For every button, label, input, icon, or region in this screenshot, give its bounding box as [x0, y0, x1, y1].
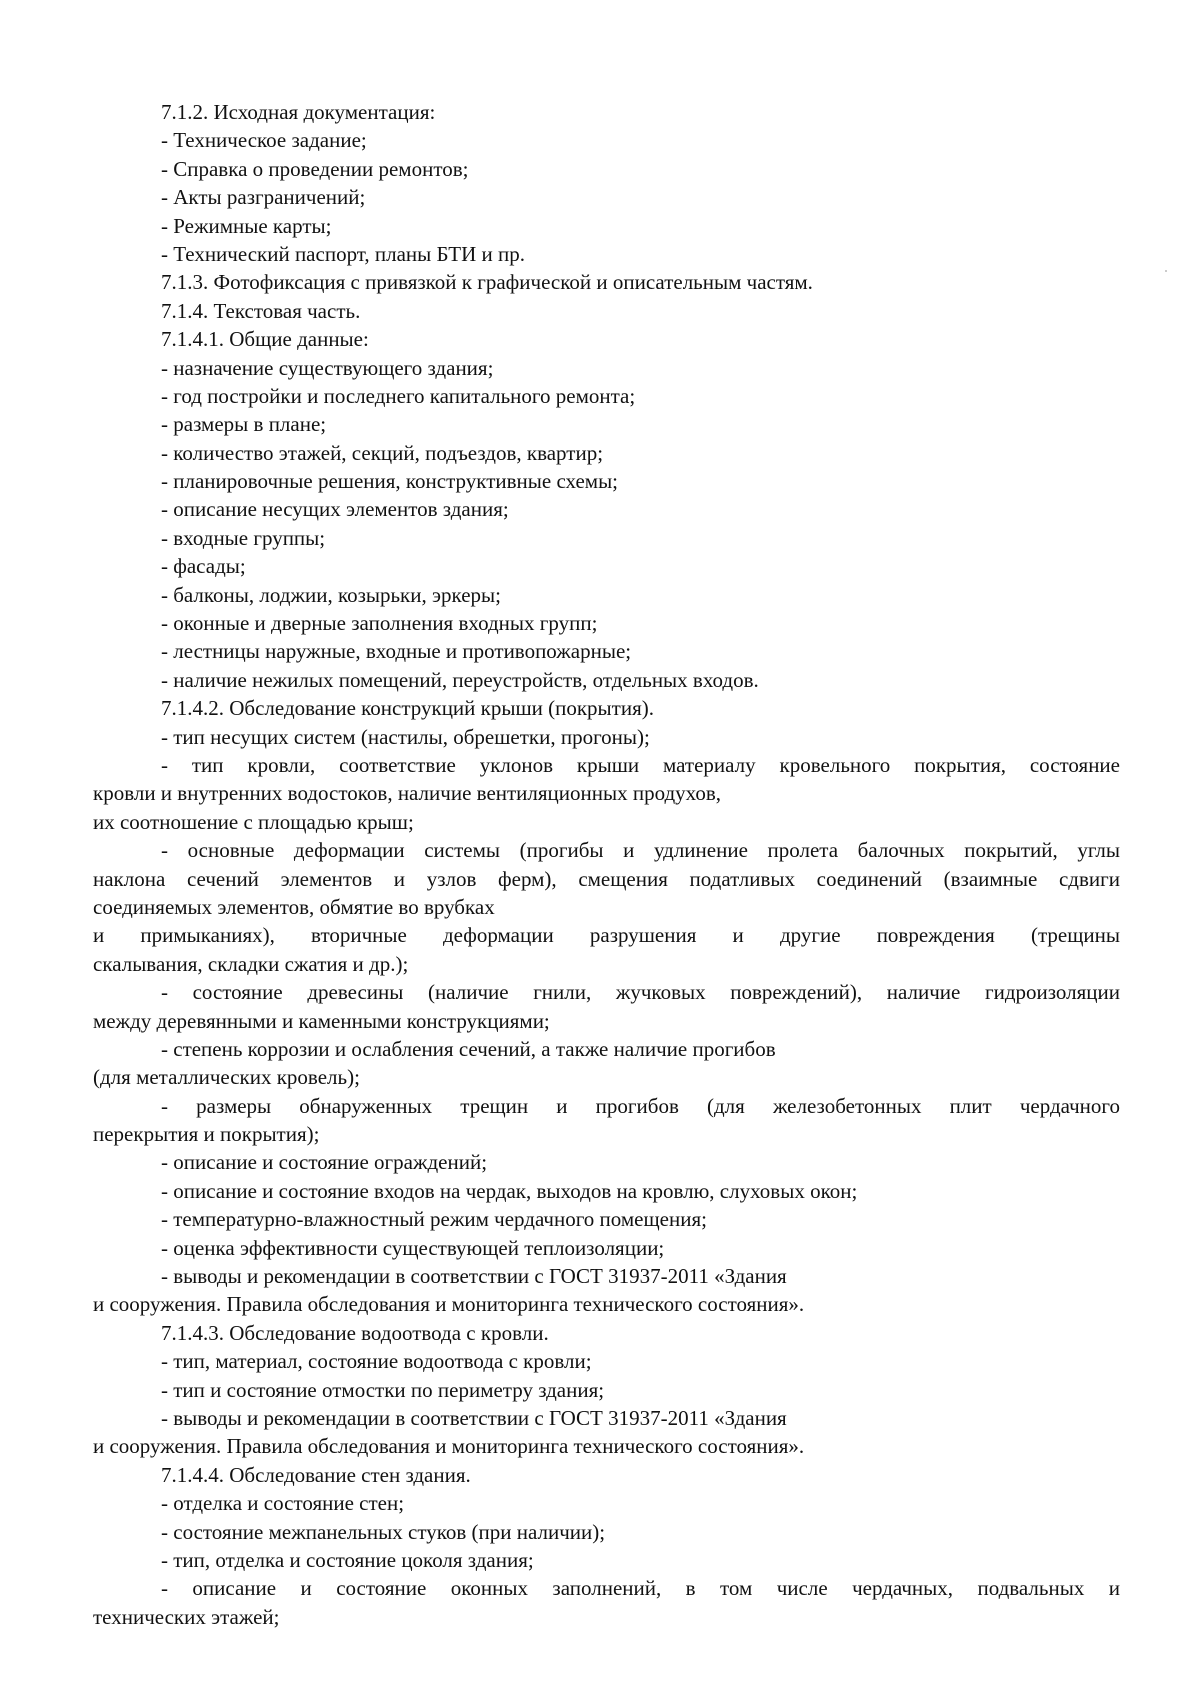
list-item: - количество этажей, секций, подъездов, квартир;: [161, 440, 604, 465]
paragraph-line: их соотношение с площадью крыш;: [93, 809, 414, 834]
list-item: - описание и состояние входов на чердак, выходов на кровлю, слуховых окон;: [161, 1178, 858, 1203]
list-item: - Режимные карты;: [161, 213, 332, 238]
list-item: - отделка и состояние стен;: [161, 1491, 405, 1516]
list-item: - планировочные решения, конструктивные схемы;: [161, 469, 619, 494]
list-item: - назначение существующего здания;: [161, 355, 494, 380]
paragraph-line: между деревянными и каменными конструкциями;: [93, 1008, 550, 1033]
list-item: - балконы, лоджии, козырьки, эркеры;: [161, 582, 501, 607]
list-item: - температурно-влажностный режим чердачного помещения;: [161, 1207, 707, 1232]
paragraph-line: - тип кровли, соответствие уклонов крыши материалу кровельного покрытия, состояние: [161, 752, 1120, 777]
list-item: - Акты разграничений;: [161, 185, 366, 210]
paragraph-line: перекрытия и покрытия);: [93, 1122, 320, 1147]
paragraph-line: и сооружения. Правила обследования и мониторинга технического состояния».: [93, 1434, 805, 1459]
section-heading: 7.1.4.3. Обследование водоотвода с кровли.: [161, 1320, 549, 1345]
paragraph-line: - основные деформации системы (прогибы и удлинение пролета балочных покрытий, углы: [161, 838, 1120, 863]
paragraph-line: - описание и состояние оконных заполнений, в том числе чердачных, подвальных и: [161, 1576, 1120, 1601]
list-item: - выводы и рекомендации в соответствии с ГОСТ 31937-2011 «Здания: [161, 1264, 787, 1289]
section-heading: 7.1.4.1. Общие данные:: [161, 327, 369, 352]
list-item: - описание несущих элементов здания;: [161, 497, 509, 522]
paragraph-line: наклона сечений элементов и узлов ферм), смещения податливых соединений (взаимные сдвиги: [93, 866, 1120, 891]
list-item: - размеры в плане;: [161, 412, 327, 437]
list-item: - тип, материал, состояние водоотвода с кровли;: [161, 1349, 592, 1374]
list-item: - наличие нежилых помещений, переустройств, отдельных входов.: [161, 667, 759, 692]
paragraph-line: - степень коррозии и ослабления сечений, а также наличие прогибов: [161, 1036, 776, 1061]
list-item: - Техническое задание;: [161, 128, 367, 153]
list-item: - оценка эффективности существующей теплоизоляции;: [161, 1235, 665, 1260]
list-item: - описание и состояние ограждений;: [161, 1150, 488, 1175]
paragraph-line: кровли и внутренних водостоков, наличие вентиляционных продухов,: [93, 781, 722, 806]
paragraph-line: соединяемых элементов, обмятие во врубках: [93, 894, 495, 919]
section-heading: 7.1.3. Фотофиксация с привязкой к графической и описательным частям.: [161, 270, 813, 295]
section-heading: 7.1.4.2. Обследование конструкций крыши (покрытия).: [161, 696, 654, 721]
list-item: - лестницы наружные, входные и противопожарные;: [161, 639, 632, 664]
list-item: - выводы и рекомендации в соответствии с ГОСТ 31937-2011 «Здания: [161, 1405, 787, 1430]
list-item: - тип и состояние отмостки по периметру здания;: [161, 1377, 605, 1402]
list-item: - состояние межпанельных стуков (при наличии);: [161, 1519, 606, 1544]
paragraph-line: и примыканиях), вторичные деформации разрушения и другие повреждения (трещины: [93, 923, 1120, 948]
list-item: - год постройки и последнего капитального ремонта;: [161, 383, 636, 408]
section-heading: 7.1.4.4. Обследование стен здания.: [161, 1462, 471, 1487]
paragraph-line: - состояние древесины (наличие гнили, жучковых повреждений), наличие гидроизоляции: [161, 980, 1120, 1005]
section-heading: 7.1.2. Исходная документация:: [161, 100, 436, 124]
list-item: - входные группы;: [161, 525, 326, 550]
list-item: - Технический паспорт, планы БТИ и пр.: [161, 241, 526, 266]
list-item: - тип несущих систем (настилы, обрешетки, прогоны);: [161, 724, 650, 749]
paragraph-line: и сооружения. Правила обследования и мониторинга технического состояния».: [93, 1292, 805, 1317]
paragraph-line: скалывания, складки сжатия и др.);: [93, 951, 409, 976]
section-heading: 7.1.4. Текстовая часть.: [161, 298, 361, 323]
paragraph-line: (для металлических кровель);: [93, 1065, 360, 1090]
scan-speck: [1165, 270, 1167, 272]
paragraph-line: - размеры обнаруженных трещин и прогибов (для железобетонных плит чердачного: [161, 1093, 1120, 1118]
list-item: - тип, отделка и состояние цоколя здания;: [161, 1547, 534, 1572]
paragraph-line: технических этажей;: [93, 1604, 280, 1629]
list-item: - Справка о проведении ремонтов;: [161, 156, 469, 181]
list-item: - оконные и дверные заполнения входных групп;: [161, 611, 598, 636]
list-item: - фасады;: [161, 554, 246, 579]
